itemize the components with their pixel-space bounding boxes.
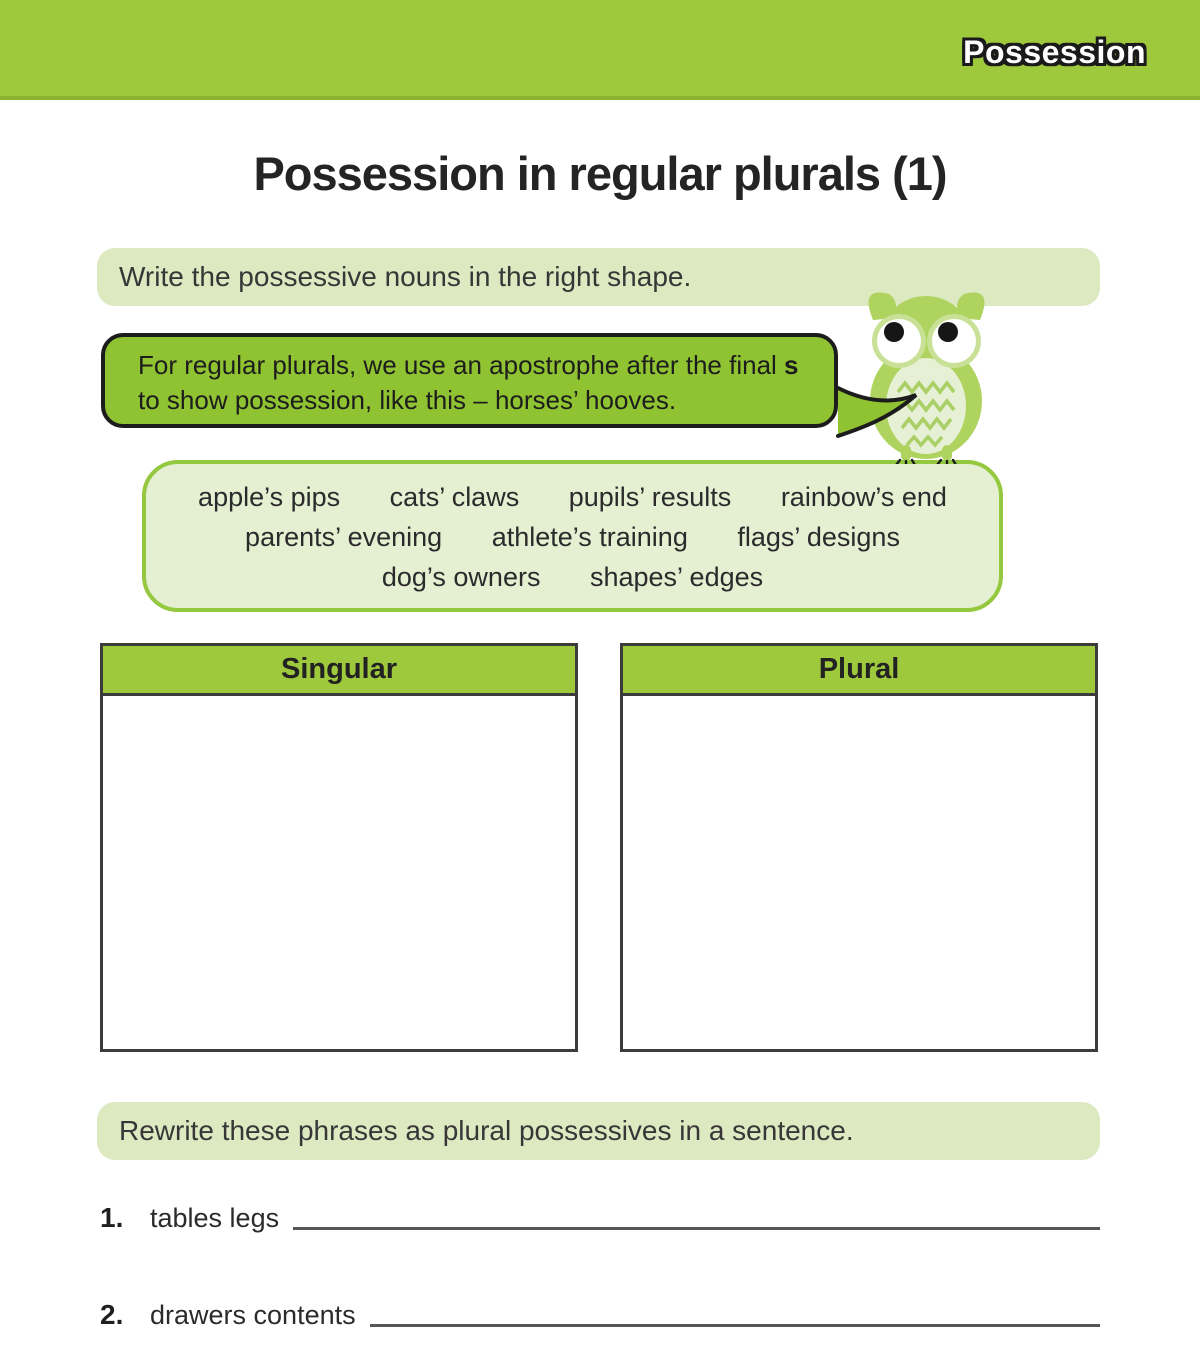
word-bank-phrase: dog’s owners: [381, 562, 541, 592]
answer-line-2[interactable]: [370, 1297, 1100, 1327]
word-bank-phrase: rainbow’s end: [780, 482, 947, 512]
plural-header: Plural: [623, 646, 1095, 696]
instruction-bar-rewrite: [97, 1102, 1100, 1160]
topic-badge: Possession: [963, 34, 1146, 70]
word-bank-row: [156, 477, 989, 517]
singular-header: Singular: [103, 646, 575, 696]
page-title: Possession in regular plurals (1): [253, 147, 947, 200]
item-phrase: drawers contents: [150, 1300, 356, 1330]
page-header-band: [0, 0, 1200, 100]
exercise-item-2: [100, 1285, 1100, 1331]
word-bank-phrase: cats’ claws: [389, 482, 520, 512]
exercise-item-1: [100, 1188, 1100, 1234]
tip-line-2: to show possession, like this – horses’ hooves.: [138, 385, 677, 415]
plural-write-area[interactable]: [623, 696, 1095, 1049]
word-bank-phrase: flags’ designs: [737, 522, 900, 552]
item-number: 1.: [100, 1202, 124, 1233]
word-bank-phrase: pupils’ results: [568, 482, 732, 512]
tip-line-1: For regular plurals, we use an apostrophe after the final s: [138, 350, 799, 380]
speech-bubble-tail: [836, 386, 922, 440]
tip-speech-bubble: [101, 333, 838, 428]
singular-box: [100, 643, 578, 1052]
word-bank-phrase: parents’ evening: [245, 522, 443, 552]
instruction-text: Write the possessive nouns in the right shape.: [119, 261, 692, 292]
word-bank-row: [156, 517, 989, 557]
word-bank-phrase: shapes’ edges: [589, 562, 764, 592]
word-bank-phrase: apple’s pips: [198, 482, 341, 512]
singular-write-area[interactable]: [103, 696, 575, 1049]
word-bank: [142, 460, 1003, 612]
item-phrase: tables legs: [150, 1203, 280, 1233]
word-bank-phrase: athlete’s training: [491, 522, 688, 552]
instruction-text: Rewrite these phrases as plural possessives in a sentence.: [119, 1115, 854, 1146]
item-number: 2.: [100, 1299, 124, 1330]
answer-line-1[interactable]: [293, 1200, 1100, 1230]
plural-box: [620, 643, 1098, 1052]
word-bank-row: [156, 557, 989, 597]
